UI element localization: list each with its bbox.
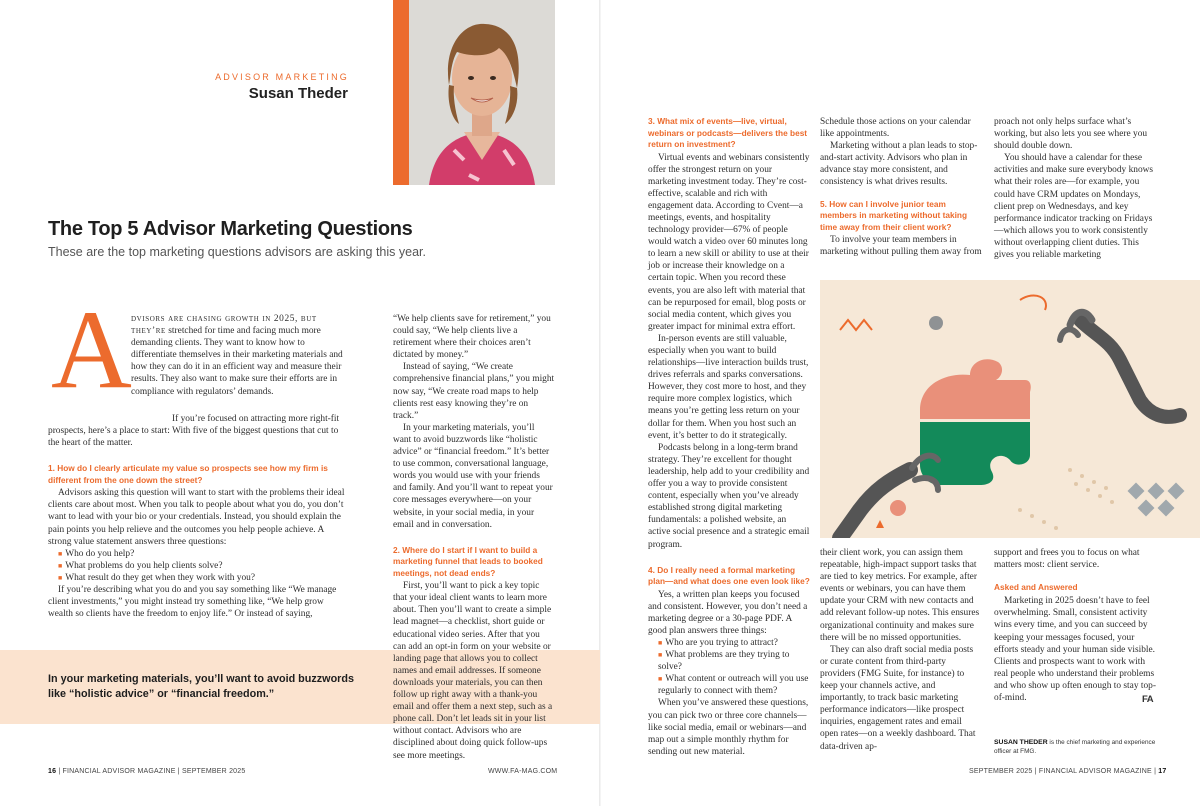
accent-bar [393,0,409,185]
column-5-top [994,116,1156,261]
q4-bullet: ■ What problems are they trying to solve? [658,650,790,673]
q1-paragraph-2: If you’re describing what you do and you say something like “We manage client investments,” you might instead try something like, “We help grow wealth so clients have the freedom to enjoy life.” Or instead of saying, [48,585,337,620]
column-2 [393,313,555,762]
q4-bullet: ■ What content or outreach will you use regularly to connect with them? [658,674,809,697]
column-5-bottom [994,547,1156,704]
q1-bullet: ■ What result do they get when they work with you? [58,572,256,583]
issue-date-right: SEPTEMBER 2025 [969,768,1033,775]
section-label: ADVISOR MARKETING [215,72,349,82]
bullet-icon: ■ [658,651,663,660]
col4-paragraph-2: Marketing without a plan leads to stop-and-start activity. Advisors who plan in advance stay more consistent, and consistency is what drives results. [820,141,978,188]
q3-paragraph-3: Podcasts belong in a long-term brand strategy. They’re excellent for thought leadership, help add to your credibility and offer you a way to provide consistent content, especially when you’ve already established strong digital marketing fundamentals: a polished website, an active social presence and a strategic email program. [648,442,810,550]
footer-right: SEPTEMBER 2025 | FINANCIAL ADVISOR MAGAZINE | 17 [969,768,1167,775]
column-1-top [131,313,348,398]
column-4-top [820,116,982,258]
article-title: The Top 5 Advisor Marketing Questions [48,218,413,240]
question-3-heading: 3. What mix of events—live, virtual, webinars or podcasts—delivers the best return on investment? [648,116,808,149]
q3-paragraph-1: Virtual events and webinars consistently offer the strongest return on your marketing investment today. They’re cost-effective, scalable and rich with engagement data. According to Cvent—a meetings, events, and hospitality technology provider—67% of people would watch a video over 60 minutes long to learn a new skill or ability to use at their job or increase their knowledge on a certain topic. When you record these events, you are also left with material that can be repurposed for email, blog posts or social media content, which gives you greater impact for minimal extra effort. [648,152,810,332]
publication-name-left: FINANCIAL ADVISOR MAGAZINE [62,768,176,775]
intro-paragraph-2: If you’re focused on attracting more right-fit prospects, here’s a place to start: With five of the biggest questions that cut to the heart of the matter. [48,414,340,449]
q4-bullet: ■ Who are you trying to attract? [658,637,778,648]
bio-name: SUSAN THEDER [994,739,1048,746]
question-5-heading: 5. How can I involve junior team members in marketing without taking time away from their client work? [820,198,968,232]
col5b-paragraph-1: support and frees you to focus on what matters most: client service. [994,548,1140,571]
column-1 [48,413,348,620]
footer-url[interactable]: WWW.FA-MAG.COM [488,768,558,775]
col4-paragraph-1: Schedule those actions on your calendar like appointments. [820,117,971,140]
intro-paragraph [131,313,348,398]
page-number-left: 16 [48,768,57,775]
q1-bullet: ■ Who do you help? [58,548,135,559]
q2-paragraph-1: First, you’ll want to pick a key topic that your ideal client wants to learn more about. Then you’ll want to create a simple lead magnet—a checklist, short guide or educational video series. After that you can add an opt-in form on your website or landing page that allows you to collect names and email addresses. If someone downloads your materials, you can then follow up right away with a thank-you email and offer them a next step, such as a phone call. Don’t let leads sit in your list without contact. Advisors who are disciplined about doing quick follow-ups see more meetings. [393,581,553,761]
q4-paragraph-1: Yes, a written plan keeps you focused and consistent. However, you don’t need a marketing degree or a 30-page PDF. A good plan answers three things: [648,589,808,636]
bio-text: is the chief marketing and experience officer at FMG. [994,739,1156,755]
end-mark-icon: FA [1142,694,1154,705]
col5-paragraph-1: proach not only helps surface what’s working, but also lets you see where you should double down. [994,117,1148,152]
q3-paragraph-2: In-person events are still valuable, especially when you want to build relationships—live interaction builds trust, drives referrals and sparks conversations. However, they cost more to host, and they require more complex logistics, which means you’re getting less return on your dollar for them. When you host such an event, it’s better to do it strategically. [648,333,809,441]
pullquote: In your marketing materials, you’ll want to avoid buzzwords like “holistic advice” or “financial freedom.” [48,673,354,700]
bullet-icon: ■ [58,561,63,570]
q5-paragraph-1: To involve your team members in marketing without pulling them away from [820,235,982,258]
footer-left: 16 | FINANCIAL ADVISOR MAGAZINE | SEPTEMBER 2025 [48,768,246,775]
bullet-icon: ■ [58,549,63,558]
question-2-heading: 2. Where do I start if I want to build a marketing funnel that leads to booked meetings, not dead ends? [393,544,543,578]
col2-paragraph-1: “We help clients save for retirement,” you could say, “We help clients live a retirement where their choices aren’t dictated by money.” [393,314,551,361]
column-4-bottom [820,547,982,753]
author-name: Susan Theder [248,85,348,102]
author-photo [409,0,555,185]
question-4-heading: 4. Do I really need a formal marketing plan—and what does one even look like? [648,564,810,587]
puzzle-hands-icon [820,280,1200,538]
drop-cap: A [51,288,132,412]
column-3 [648,116,810,758]
author-bio [994,738,1164,756]
q1-bullet: ■ What problems do you help clients solve? [58,560,223,571]
col5-paragraph-2: You should have a calendar for these activities and make sure everybody knows what their roles are—for example, you could have CRM updates on Mondays, client prep on Wednesdays, and key performance indicator tracking on Fridays—which allows you to work consistently without overlapping client duties. This gives you reliable marketing [994,153,1154,261]
asked-answered-heading: Asked and Answered [994,582,1078,593]
issue-date-left: SEPTEMBER 2025 [181,768,246,775]
publication-name-right: FINANCIAL ADVISOR MAGAZINE [1038,768,1152,775]
intro-lead: dvisors are chasing growth in 2025, but they’re [131,314,317,337]
intro-rest: stretched for time and facing much more demanding clients. They want to know how to differentiate themselves in their marketing materials and how they can do it in an efficient way and measure their results. They also want to make sure their efforts are in compliance with regulators’ demands. [131,326,343,397]
col2-paragraph-2: Instead of saying, “We create comprehensive financial plans,” you might now say, “We create road maps to help clients rest easy knowing they’re on track.” [393,362,555,421]
page-number-right: 17 [1158,768,1167,775]
bullet-icon: ■ [658,638,663,647]
asked-paragraph: Marketing in 2025 doesn’t have to feel overwhelming. Small, consistent activity wins every time, and you can succeed by keeping your messages focused, your efforts steady and your human side visible. Clients and prospects want to work with real people who understand their problems and who show up often enough to stay top-of-mind. [994,596,1156,704]
bullet-icon: ■ [58,573,63,582]
author-portrait-icon [409,0,555,185]
col4b-paragraph-1: their client work, you can assign them repeatable, high-impact support tasks that are tied to key metrics. For example, after events or webinars, you can have them update your CRM with new contacts and add relevant follow-up notes. This ensures organizational continuity and makes sure there will be no missed opportunities. [820,548,980,643]
q4-paragraph-2: When you’ve answered these questions, you can pick two or three core channels—like social media, email or webinars—and map out a simple monthly rhythm for sending out new material. [648,698,809,757]
col4b-paragraph-2: They can also draft social media posts or curate content from third-party providers (FMG Suite, for instance) to keep your channels active, and importantly, to track basic marketing performance indicators—like prospect inquiries, engagement rates and email open rates—on a weekly dashboard. That data-driven ap- [820,644,976,752]
question-1-heading: 1. How do I clearly articulate my value so prospects see how my firm is different from the one down the street? [48,463,328,485]
bullet-icon: ■ [658,675,663,684]
col2-paragraph-3: In your marketing materials, you’ll want to avoid buzzwords like “holistic advice” or “financial freedom.” It’s better to use common, conversational language, words you would use with your friends and family. And you’ll want to repeat your core messages everywhere—on your website, in your social media, in your email and in conversation. [393,422,553,530]
q1-paragraph-1: Advisors asking this question will want to start with the problems their ideal clients care about most. When you talk to people about what you do, you don’t want to lead with your bio or your credentials. Instead, you should explain the pain points you help relieve and the outcomes you help people achieve. A strong value statement answers three questions: [48,488,345,547]
puzzle-hands-illustration [820,280,1200,538]
article-deck: These are the top marketing questions advisors are asking this year. [48,245,426,259]
